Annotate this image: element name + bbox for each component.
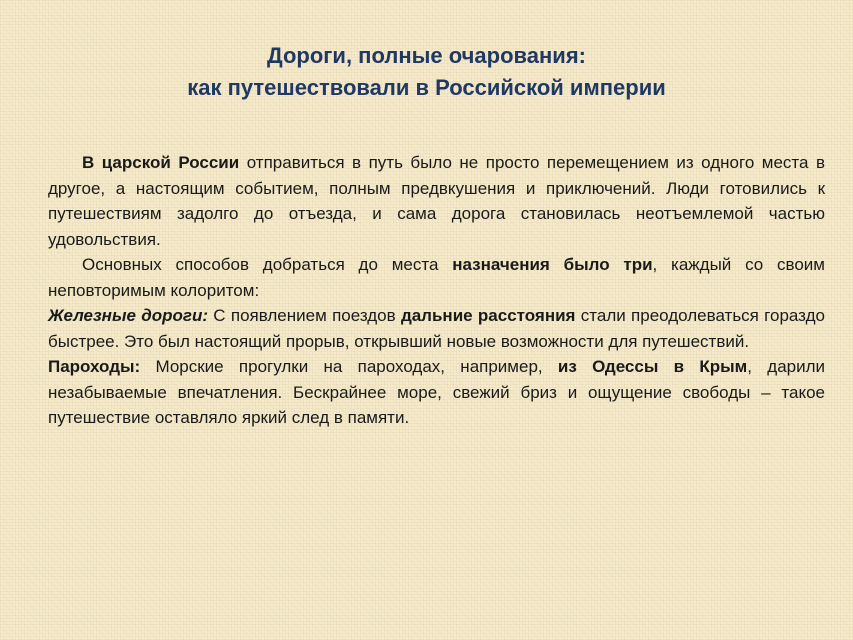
paragraph-text: Основных способов добраться до места: [82, 255, 453, 274]
paragraph-text: , каждый со своим неповторимым колоритом:: [48, 255, 825, 300]
bold-phrase: из Одессы в Крым: [557, 357, 748, 376]
paragraph-tsarist-russia: [48, 150, 825, 252]
bold-phrase: В царской России: [82, 153, 240, 172]
railways-label: Железные дороги:: [48, 306, 208, 325]
paragraph-text: С появлением поездов: [208, 306, 401, 325]
paragraph-railways: [48, 303, 825, 354]
title-line-2: как путешествовали в Российской империи: [187, 75, 666, 100]
paragraph-steamships: [48, 354, 825, 431]
slide-title: [0, 40, 853, 104]
bold-phrase: дальние расстояния: [400, 306, 576, 325]
paragraph-methods: [48, 252, 825, 303]
paragraph-text: отправиться в путь было не просто перемещением из одного места в другое, а настоящим событием, полным предвкушения и приключений. Люди готовились к путешествиям задолго до отъезда, и сама дорога становилась неотъемлемой частью удовольствия.: [48, 153, 825, 249]
title-line-1: Дороги, полные очарования:: [267, 43, 586, 68]
paragraph-text: Морские прогулки на пароходах, например,: [140, 357, 558, 376]
bold-phrase: назначения было три: [452, 255, 653, 274]
steamships-label: Пароходы:: [48, 357, 141, 376]
slide-body: [48, 150, 825, 431]
paragraph-text: стали преодолеваться гораздо быстрее. Это был настоящий прорыв, открывший новые возможности для путешествий.: [48, 306, 825, 351]
paragraph-text: , дарили незабываемые впечатления. Бескрайнее море, свежий бриз и ощущение свободы – такое путешествие оставляло яркий след в памяти.: [48, 357, 826, 427]
